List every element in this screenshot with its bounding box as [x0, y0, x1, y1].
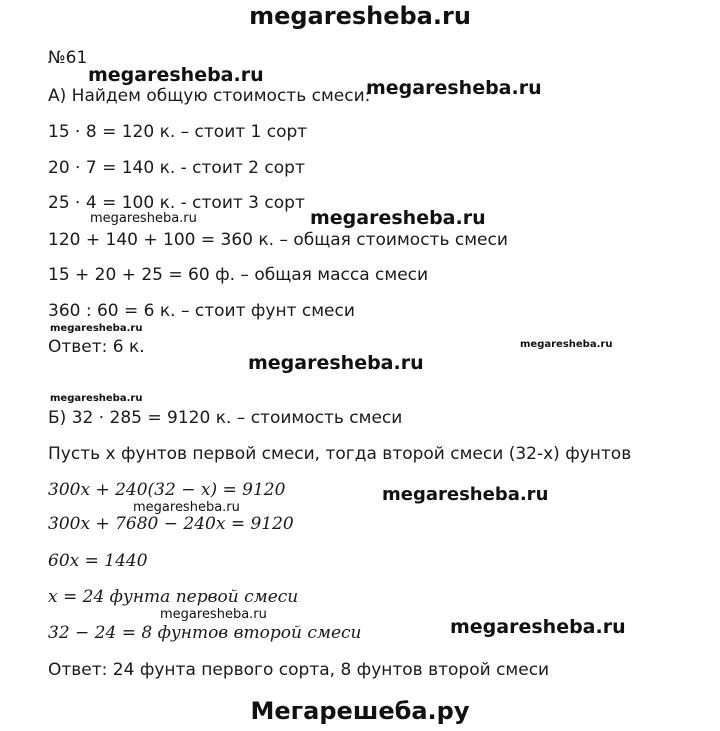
- part-b-eq1: 300x + 240(32 − x) = 9120: [48, 480, 286, 500]
- part-b-eq3: 60x = 1440: [48, 551, 148, 571]
- watermark: megaresheba.ru: [133, 500, 240, 515]
- part-b-eq4: x = 24 фунта первой смеси: [48, 587, 299, 607]
- part-b-eq5: 32 − 24 = 8 фунтов второй смеси: [48, 623, 362, 643]
- part-a-intro: А) Найдем общую стоимость смеси:: [48, 86, 371, 106]
- watermark: megaresheba.ru: [248, 352, 424, 374]
- watermark: megaresheba.ru: [450, 616, 626, 638]
- watermark: megaresheba.ru: [310, 207, 486, 229]
- part-b-intro: Б) 32 ⋅ 285 = 9120 к. – стоимость смеси: [48, 408, 403, 428]
- watermark: megaresheba.ru: [382, 484, 549, 505]
- part-a-line-5: 15 + 20 + 25 = 60 ф. – общая масса смеси: [48, 265, 429, 285]
- part-b-eq2: 300x + 7680 − 240x = 9120: [48, 514, 294, 534]
- part-a-line-3: 25 ⋅ 4 = 100 к. - стоит 3 сорт: [48, 193, 305, 213]
- site-header: megaresheba.ru: [249, 2, 471, 30]
- watermark: megaresheba.ru: [366, 77, 542, 99]
- part-a-line-4: 120 + 140 + 100 = 360 к. – общая стоимость смеси: [48, 230, 508, 250]
- site-footer: Мегарешеба.ру: [250, 697, 470, 725]
- watermark: megaresheba.ru: [88, 64, 264, 86]
- watermark: megaresheba.ru: [160, 607, 267, 622]
- problem-number: №61: [48, 48, 88, 68]
- part-b-let: Пусть х фунтов первой смеси, тогда второй смеси (32-х) фунтов: [48, 444, 632, 464]
- watermark: megaresheba.ru: [90, 211, 197, 226]
- part-a-line-1: 15 ⋅ 8 = 120 к. – стоит 1 сорт: [48, 122, 308, 142]
- watermark: megaresheba.ru: [520, 339, 613, 350]
- part-a-line-6: 360 : 60 = 6 к. – стоит фунт смеси: [48, 301, 355, 321]
- part-a-line-2: 20 ⋅ 7 = 140 к. - стоит 2 сорт: [48, 158, 305, 178]
- part-b-answer: Ответ: 24 фунта первого сорта, 8 фунтов второй смеси: [48, 660, 550, 680]
- watermark: megaresheba.ru: [50, 323, 143, 334]
- part-a-answer: Ответ: 6 к.: [48, 337, 145, 357]
- watermark: megaresheba.ru: [50, 393, 143, 404]
